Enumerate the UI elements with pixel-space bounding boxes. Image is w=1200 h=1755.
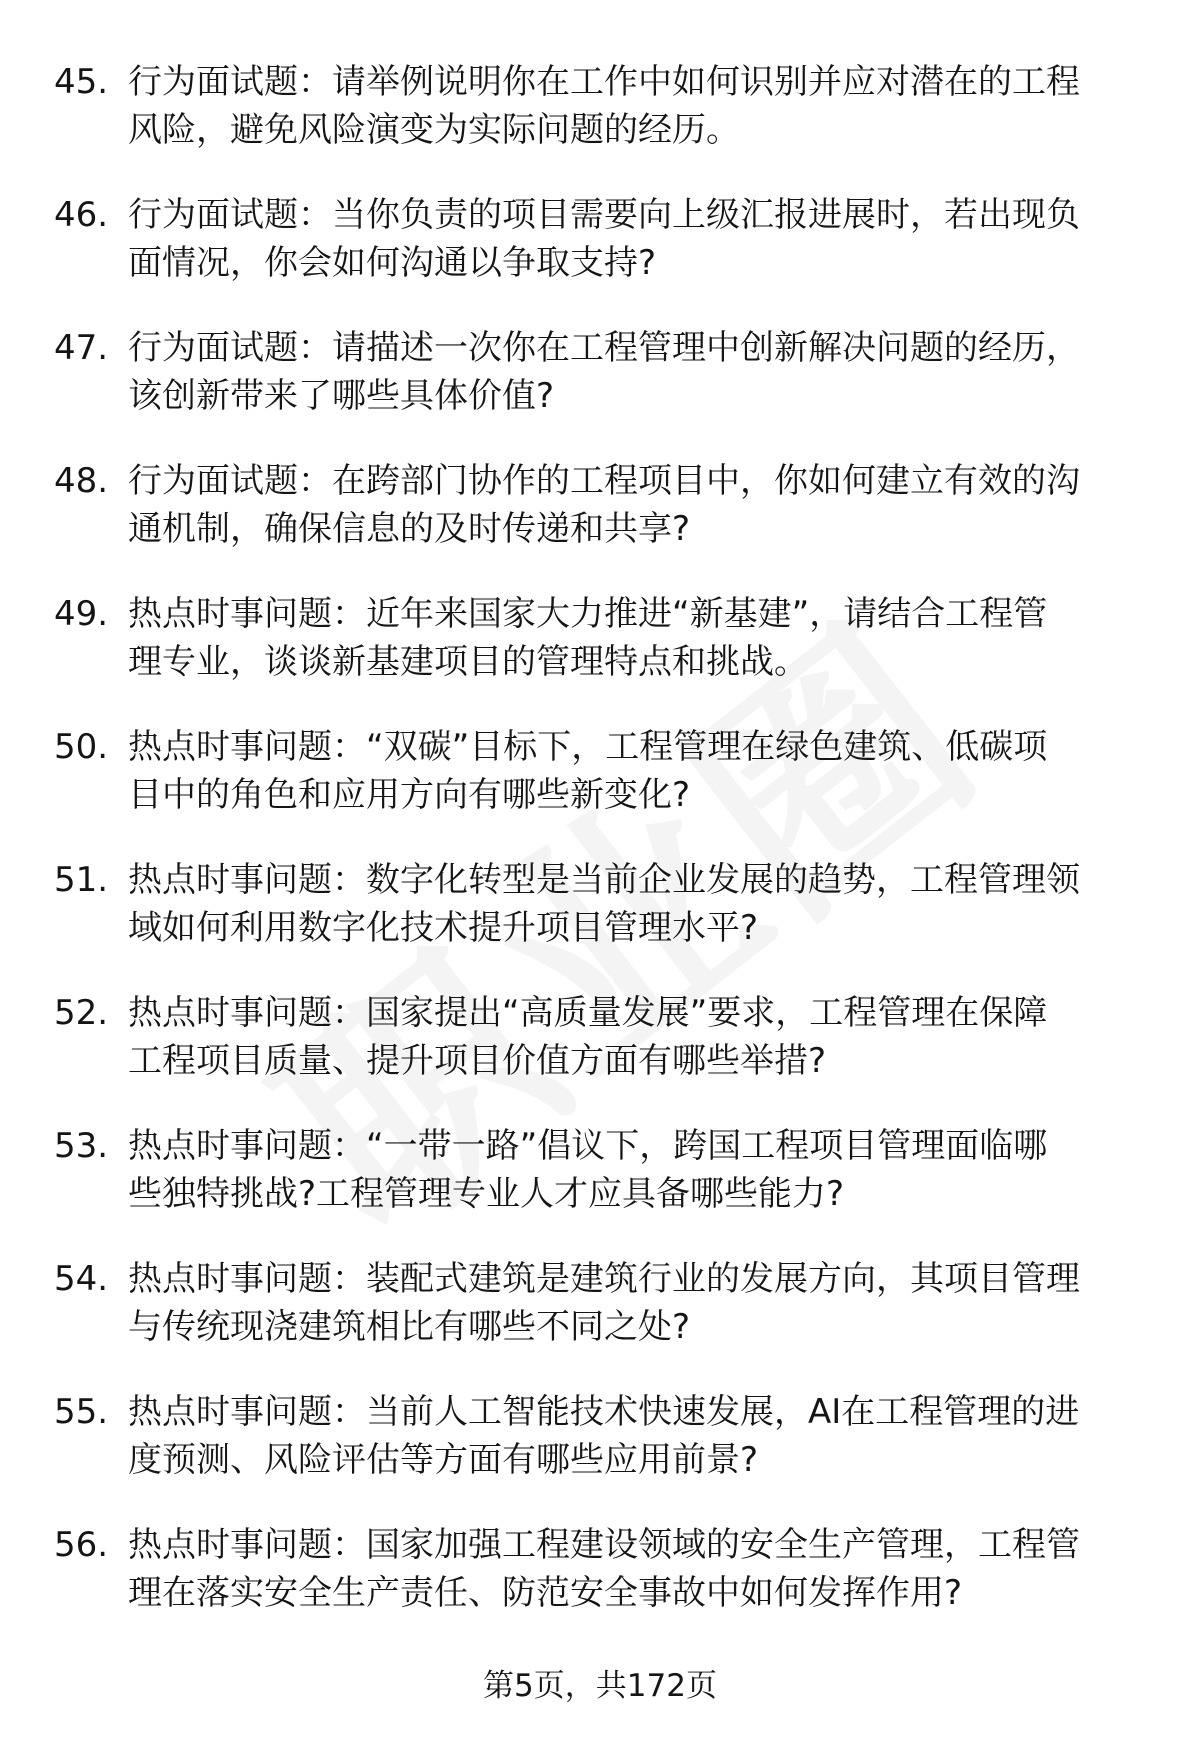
- question-line: 度预测、风险评估等方面有哪些应用前景?: [128, 1440, 759, 1480]
- question-number: 48.: [54, 461, 109, 501]
- question-item: [0, 324, 1200, 457]
- question-line: 热点时事问题：近年来国家大力推进“新基建”，请结合工程管: [128, 594, 1048, 634]
- question-line: 理在落实安全生产责任、防范安全事故中如何发挥作用?: [128, 1573, 963, 1613]
- question-line: 风险，避免风险演变为实际问题的经历。: [128, 110, 740, 150]
- question-line: 热点时事问题：数字化转型是当前企业发展的趋势，工程管理领: [128, 860, 1080, 900]
- question-item: [0, 457, 1200, 590]
- question-line: 行为面试题：请举例说明你在工作中如何识别并应对潜在的工程: [128, 62, 1080, 102]
- question-number: 50.: [54, 727, 109, 767]
- question-number: 54.: [54, 1259, 109, 1299]
- question-line: 与传统现浇建筑相比有哪些不同之处?: [128, 1307, 691, 1347]
- question-line: 热点时事问题：当前人工智能技术快速发展，AI在工程管理的进: [128, 1392, 1080, 1432]
- question-line: 工程项目质量、提升项目价值方面有哪些举措?: [128, 1041, 827, 1081]
- question-text: [128, 1521, 1148, 1617]
- question-line: 热点时事问题：国家提出“高质量发展”要求，工程管理在保障: [128, 993, 1048, 1033]
- question-text: [128, 1122, 1148, 1218]
- question-line: 热点时事问题：“一带一路”倡议下，跨国工程项目管理面临哪: [128, 1126, 1048, 1166]
- question-line: 该创新带来了哪些具体价值?: [128, 376, 555, 416]
- question-item: [0, 723, 1200, 856]
- question-text: [128, 856, 1148, 952]
- question-item: [0, 1521, 1200, 1654]
- question-line: 面情况，你会如何沟通以争取支持?: [128, 243, 657, 283]
- question-line: 热点时事问题：装配式建筑是建筑行业的发展方向，其项目管理: [128, 1259, 1080, 1299]
- question-line: 理专业，谈谈新基建项目的管理特点和挑战。: [128, 642, 808, 682]
- question-text: [128, 1388, 1148, 1484]
- question-line: 行为面试题：请描述一次你在工程管理中创新解决问题的经历，: [128, 328, 1080, 368]
- question-number: 45.: [54, 62, 109, 102]
- question-item: [0, 856, 1200, 989]
- question-number: 56.: [54, 1525, 109, 1565]
- question-number: 52.: [54, 993, 109, 1033]
- question-line: 热点时事问题：“双碳”目标下，工程管理在绿色建筑、低碳项: [128, 727, 1048, 767]
- question-text: [128, 324, 1148, 420]
- question-item: [0, 989, 1200, 1122]
- question-item: [0, 590, 1200, 723]
- question-line: 行为面试题：在跨部门协作的工程项目中，你如何建立有效的沟: [128, 461, 1080, 501]
- question-item: [0, 191, 1200, 324]
- question-text: [128, 191, 1148, 287]
- question-text: [128, 58, 1148, 154]
- question-line: 行为面试题：当你负责的项目需要向上级汇报进展时，若出现负: [128, 195, 1080, 235]
- question-item: [0, 1255, 1200, 1388]
- question-number: 55.: [54, 1392, 109, 1432]
- page-number-label: 第5页，共172页: [483, 1668, 717, 1704]
- question-number: 49.: [54, 594, 109, 634]
- question-text: [128, 457, 1148, 553]
- question-item: [0, 58, 1200, 191]
- question-item: [0, 1388, 1200, 1521]
- page-footer: [0, 1664, 1200, 1708]
- question-text: [128, 989, 1148, 1085]
- question-line: 目中的角色和应用方向有哪些新变化?: [128, 775, 691, 815]
- question-number: 47.: [54, 328, 109, 368]
- question-number: 53.: [54, 1126, 109, 1166]
- question-text: [128, 723, 1148, 819]
- question-text: [128, 1255, 1148, 1351]
- question-line: 域如何利用数字化技术提升项目管理水平?: [128, 908, 759, 948]
- question-number: 46.: [54, 195, 109, 235]
- question-item: [0, 1122, 1200, 1255]
- question-line: 热点时事问题：国家加强工程建设领域的安全生产管理，工程管: [128, 1525, 1080, 1565]
- question-list: [0, 58, 1200, 1654]
- question-number: 51.: [54, 860, 109, 900]
- question-line: 些独特挑战?工程管理专业人才应具备哪些能力?: [128, 1174, 845, 1214]
- question-text: [128, 590, 1148, 686]
- question-line: 通机制，确保信息的及时传递和共享?: [128, 509, 691, 549]
